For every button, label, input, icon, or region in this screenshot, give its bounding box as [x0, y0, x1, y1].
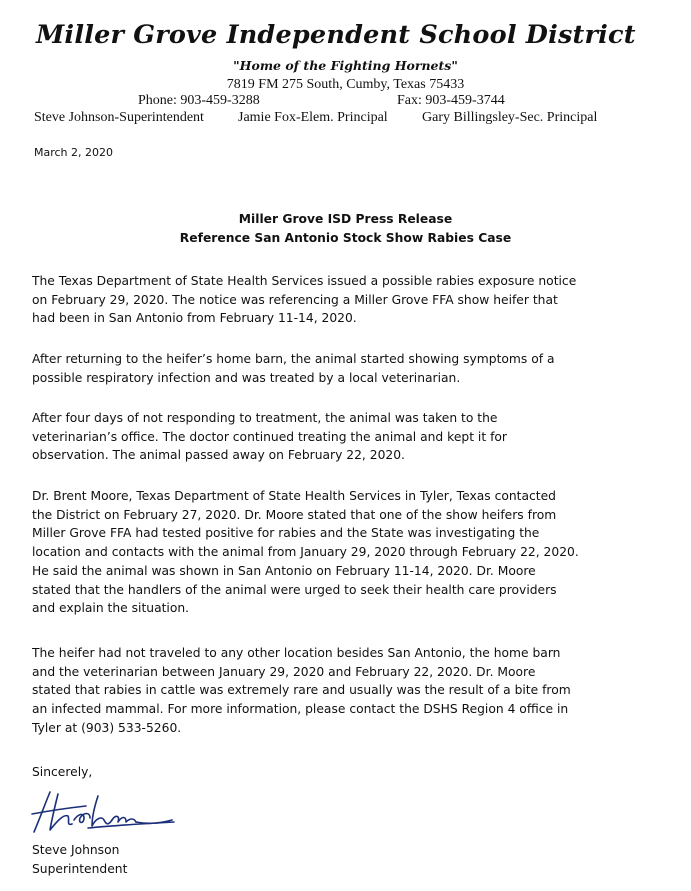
- paragraph-line: He said the animal was shown in San Antonio on February 11-14, 2020. Dr. Moore: [32, 563, 536, 578]
- paragraph-line: possible respiratory infection and was treated by a local veterinarian.: [32, 370, 461, 385]
- paragraph-dshs-contact: [32, 487, 672, 618]
- staff-superintendent: Steve Johnson-Superintendent: [34, 110, 204, 125]
- paragraph-line: observation. The animal passed away on February 22, 2020.: [32, 448, 405, 463]
- staff-elementary-principal: Jamie Fox-Elem. Principal: [238, 110, 388, 125]
- closing-salutation: Sincerely,: [32, 765, 93, 779]
- paragraph-treatment: [32, 409, 672, 465]
- paragraph-line: Miller Grove FFA had tested positive for rabies and the State was investigating the: [32, 526, 540, 541]
- paragraph-line: Tyler at (903) 533-5260.: [32, 720, 182, 735]
- paragraph-line: had been in San Antonio from February 11-14, 2020.: [32, 311, 357, 326]
- signatory-title: Superintendent: [32, 862, 128, 876]
- district-name: Miller Grove Independent School District: [36, 20, 636, 50]
- letter-date: March 2, 2020: [34, 146, 114, 159]
- paragraph-line: The heifer had not traveled to any other location besides San Antonio, the home barn: [32, 646, 561, 660]
- paragraph-line: The Texas Department of State Health Services issued a possible rabies exposure notice: [32, 274, 577, 288]
- paragraph-more-information: [32, 644, 672, 738]
- title-line-2: Reference San Antonio Stock Show Rabies Case: [179, 231, 512, 245]
- paragraph-line: After returning to the heifer’s home barn, the animal started showing symptoms of a: [32, 352, 555, 366]
- staff-secondary-principal: Gary Billingsley-Sec. Principal: [422, 110, 598, 125]
- paragraph-line: stated that the handlers of the animal were urged to seek their health care providers: [32, 582, 557, 597]
- signatory-name: Steve Johnson: [32, 843, 120, 857]
- paragraph-line: and the veterinarian between January 29, 2020 and February 22, 2020. Dr. Moore: [32, 664, 536, 679]
- district-motto: "Home of the Fighting Hornets": [233, 58, 458, 73]
- paragraph-line: Dr. Brent Moore, Texas Department of State Health Services in Tyler, Texas contacted: [32, 489, 556, 503]
- letterhead: [0, 0, 691, 170]
- paragraph-exposure-notice: [32, 272, 672, 328]
- paragraph-line: location and contacts with the animal from January 29, 2020 through February 22, 2020.: [32, 545, 579, 560]
- handwritten-signature: [28, 784, 178, 840]
- district-address: 7819 FM 275 South, Cumby, Texas 75433: [226, 77, 465, 92]
- paragraph-line: and explain the situation.: [32, 601, 190, 616]
- paragraph-line: the District on February 27, 2020. Dr. Moore stated that one of the show heifers from: [32, 507, 557, 522]
- fax-number: Fax: 903-459-3744: [397, 93, 505, 108]
- paragraph-line: After four days of not responding to treatment, the animal was taken to the: [32, 411, 498, 425]
- paragraph-line: veterinarian’s office. The doctor continued treating the animal and kept it for: [32, 429, 507, 444]
- title-line-1: Miller Grove ISD Press Release: [238, 212, 453, 226]
- paragraph-symptoms: [32, 350, 672, 387]
- phone-number: Phone: 903-459-3288: [138, 93, 260, 108]
- paragraph-line: stated that rabies in cattle was extremely rare and usually was the result of a bite from: [32, 683, 571, 698]
- paragraph-line: on February 29, 2020. The notice was referencing a Miller Grove FFA show heifer that: [32, 292, 558, 307]
- paragraph-line: an infected mammal. For more information, please contact the DSHS Region 4 office in: [32, 702, 569, 717]
- press-release-title: [0, 210, 691, 248]
